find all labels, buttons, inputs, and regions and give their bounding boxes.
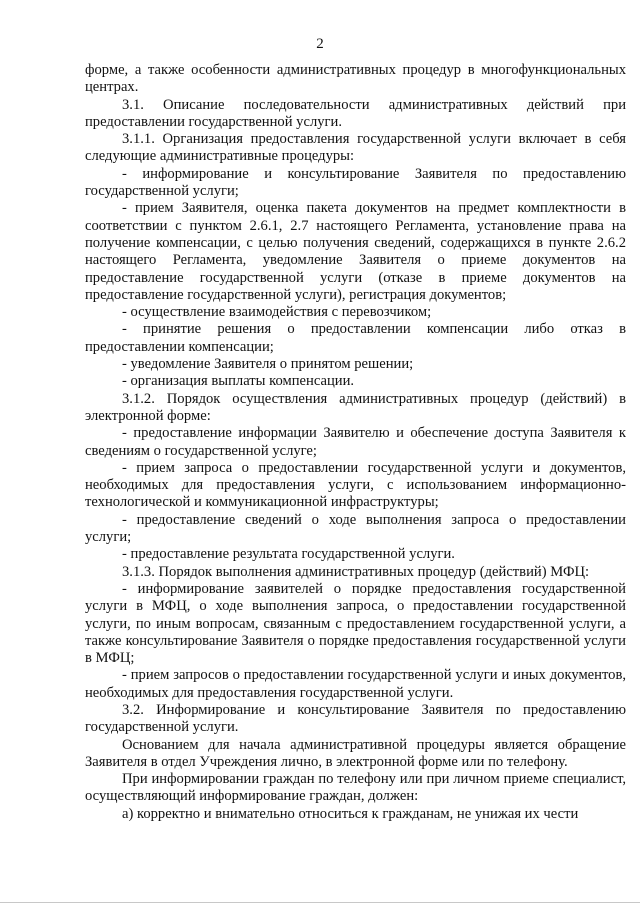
paragraph: а) корректно и внимательно относиться к гражданам, не унижая их чести xyxy=(122,805,579,822)
paragraph: 3.1. Описание последовательности административных действий при предоставлении государственной услуги. xyxy=(85,96,626,130)
paragraph: - информирование заявителей о порядке предоставления государственной услуги в МФЦ, о ходе выполнения запроса, о предоставлении государственной услуги, по иным вопросам, связанным с предоставлением государственной услуги, а также консультирование Заявителя о порядке предоставления государственной услуги в МФЦ; xyxy=(85,580,626,667)
paragraph: Основанием для начала административной процедуры является обращение Заявителя в отдел Учреждения лично, в электронной форме или по телефону. xyxy=(85,736,626,770)
paragraph: - предоставление сведений о ходе выполнения запроса о предоставлении услуги; xyxy=(85,511,626,546)
paragraph: - прием Заявителя, оценка пакета документов на предмет комплектности в соответствии с пунктом 2.6.1, 2.7 настоящего Регламента, установление права на получение компенсации, с целью получения сведений, содержащихся в пункте 2.6.2 настоящего Регламента, уведомление Заявителя о приеме документов на предоставление государственной услуги (отказе в приеме документов на предоставление государственной услуги), регистрация документов; xyxy=(85,200,626,303)
paragraph: При информировании граждан по телефону или при личном приеме специалист, осуществляющий информирование граждан, должен: xyxy=(85,771,626,805)
paragraph: - прием запросов о предоставлении государственной услуги и иных документов, необходимых для предоставления государственной услуги. xyxy=(85,667,626,701)
paragraph: 3.2. Информирование и консультирование Заявителя по предоставлению государственной услуги. xyxy=(85,701,626,736)
paragraph: 3.1.3. Порядок выполнения административных процедур (действий) МФЦ: xyxy=(122,563,590,580)
paragraph: - организация выплаты компенсации. xyxy=(122,373,355,390)
paragraph: - предоставление информации Заявителю и обеспечение доступа Заявителя к сведениям о государственной услуге; xyxy=(85,425,626,459)
page-number: 2 xyxy=(316,36,324,52)
paragraph: - принятие решения о предоставлении компенсации либо отказ в предоставлении компенсации; xyxy=(85,321,626,355)
paragraph: - осуществление взаимодействия с перевозчиком; xyxy=(122,304,432,321)
paragraph: - уведомление Заявителя о принятом решении; xyxy=(122,356,414,373)
paragraph: - информирование и консультирование Заявителя по предоставлению государственной услуги; xyxy=(85,165,626,200)
paragraph: - предоставление результата государственной услуги. xyxy=(122,546,455,563)
paragraph: 3.1.1. Организация предоставления государственной услуги включает в себя следующие административные процедуры: xyxy=(85,131,626,165)
paragraph: форме, а также особенности административных процедур в многофункциональных центрах. xyxy=(85,62,626,96)
document-body xyxy=(85,62,626,823)
paragraph: - прием запроса о предоставлении государственной услуги и документов, необходимых для предоставления услуги, с использованием информационно-технологической и коммуникационной инфраструктуры; xyxy=(85,459,626,511)
paragraph: 3.1.2. Порядок осуществления административных процедур (действий) в электронной форме: xyxy=(85,390,626,424)
scan-edge-line xyxy=(0,902,640,903)
